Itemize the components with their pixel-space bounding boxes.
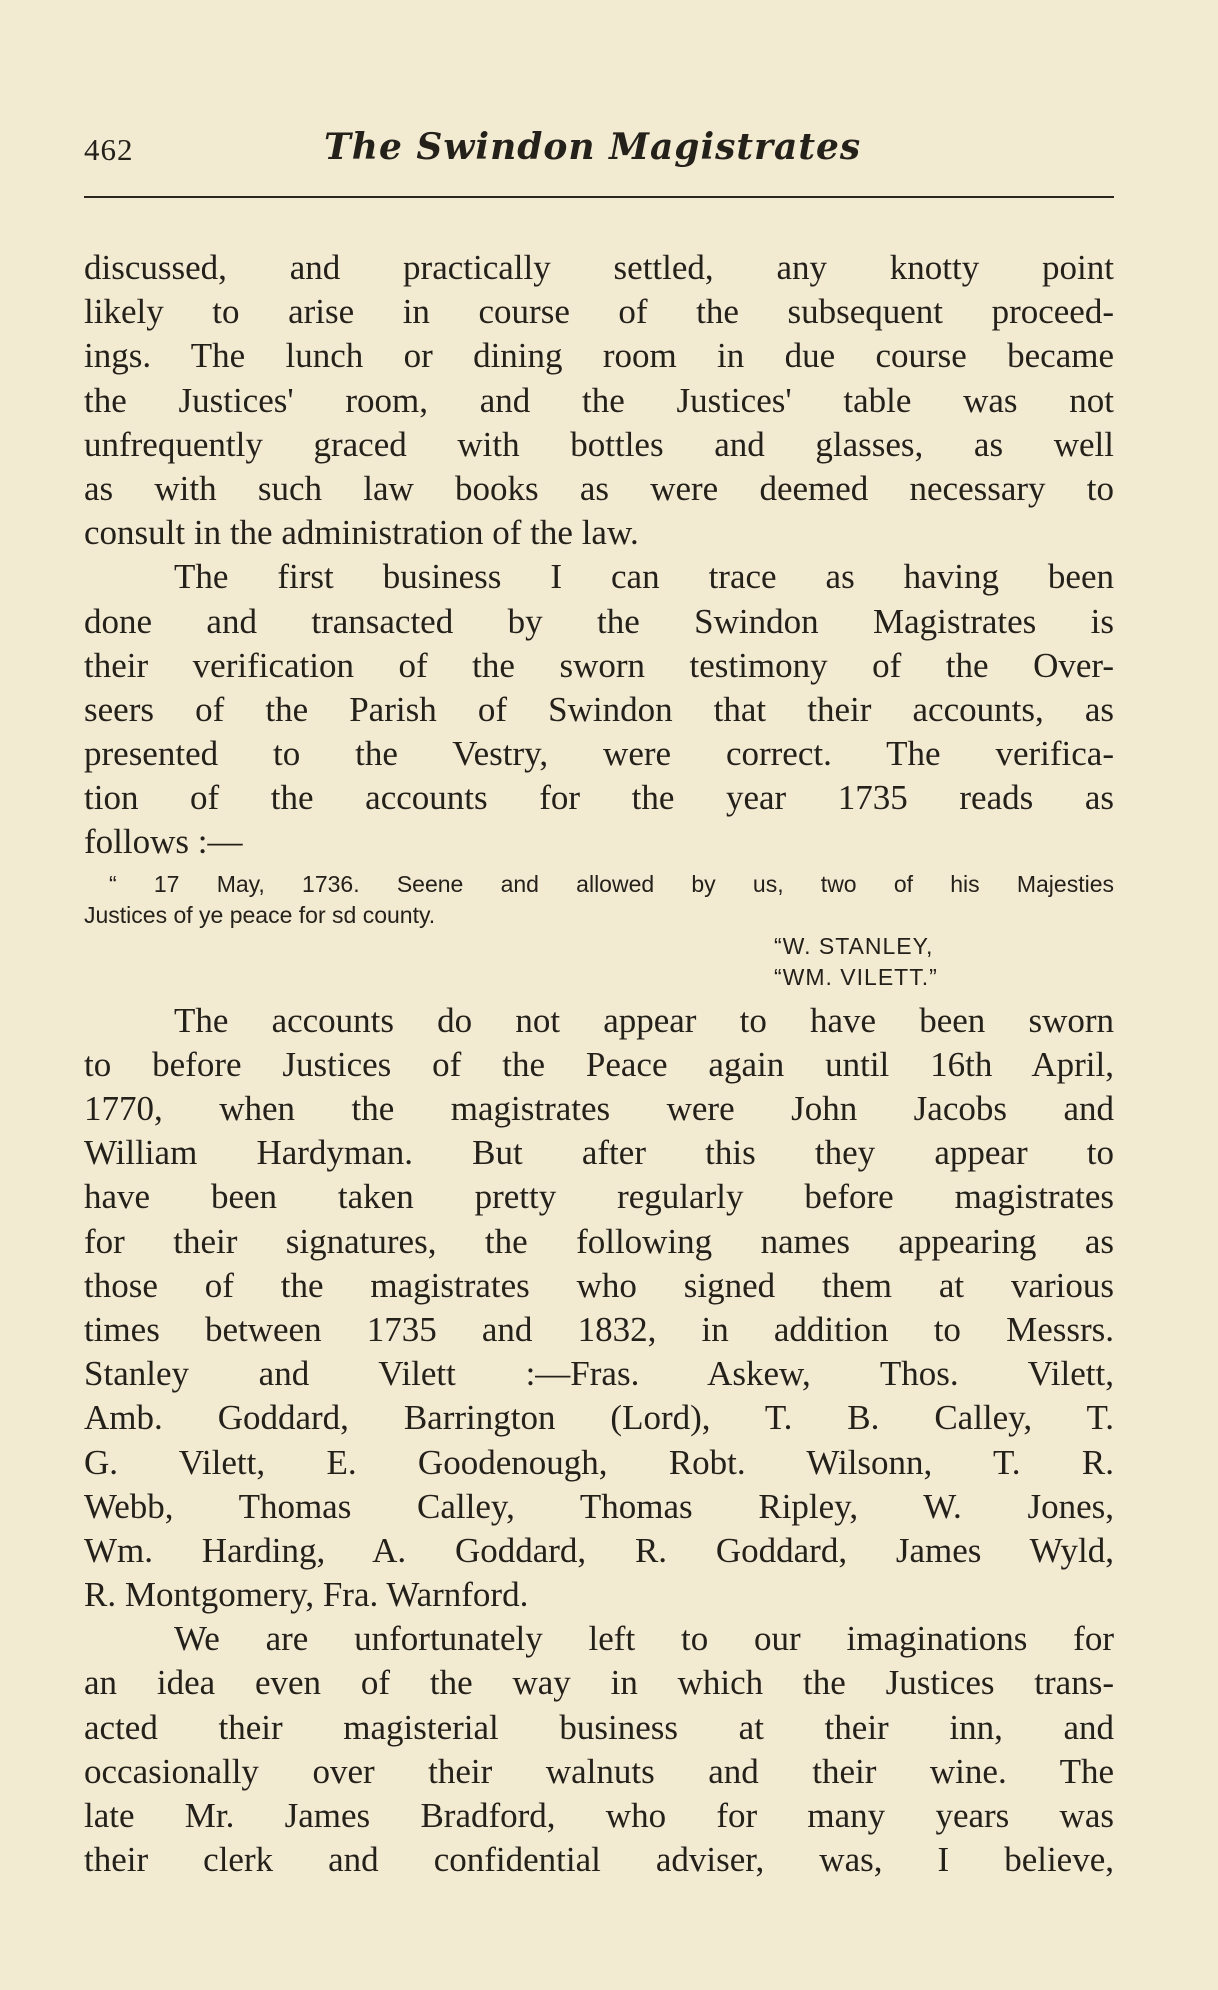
quote-line: Justices of ye peace for sd county. (84, 901, 436, 928)
text-line: late Mr. James Bradford, who for many years was (84, 1796, 1114, 1835)
text-line: unfrequently graced with bottles and glasses, as well (84, 424, 1114, 464)
quoted-verification (84, 869, 1114, 993)
text-line: their clerk and confidential adviser, was, I believe, (84, 1840, 1114, 1880)
text-line: done and transacted by the Swindon Magistrates is (84, 601, 1114, 641)
text-line: an idea even of the way in which the Justices trans- (84, 1663, 1114, 1703)
text-line: those of the magistrates who signed them at various (84, 1265, 1114, 1305)
text-line: for their signatures, the following names appearing as (84, 1221, 1114, 1261)
text-line: G. Vilett, E. Goodenough, Robt. Wilsonn, T. R. (84, 1442, 1114, 1482)
text-line: Amb. Goddard, Barrington (Lord), T. B. Calley, T. (84, 1398, 1114, 1438)
running-header (84, 126, 1114, 176)
text-line: The first business I can trace as having been (174, 557, 1114, 597)
text-line: times between 1735 and 1832, in addition to Messrs. (84, 1309, 1114, 1349)
text-line: to before Justices of the Peace again until 16th April, (84, 1044, 1114, 1084)
text-line: discussed, and practically settled, any knotty point (84, 248, 1114, 287)
text-line: consult in the administration of the law. (84, 513, 639, 553)
text-line: occasionally over their walnuts and their wine. The (84, 1751, 1114, 1791)
text-line: We are unfortunately left to our imaginations for (174, 1619, 1114, 1659)
text-line: acted their magisterial business at their inn, and (84, 1707, 1114, 1747)
text-line: William Hardyman. But after this they appear to (84, 1133, 1114, 1173)
running-title: The Swindon Magistrates (324, 126, 862, 168)
text-line: tion of the accounts for the year 1735 reads as (84, 778, 1114, 818)
text-line: their verification of the sworn testimony of the Over- (84, 645, 1114, 685)
text-line: have been taken pretty regularly before magistrates (84, 1177, 1114, 1217)
text-line: presented to the Vestry, were correct. The verifica- (84, 734, 1114, 774)
quote-line: “ 17 May, 1736. Seene and allowed by us, two of his Majesties (109, 870, 1114, 897)
header-rule (84, 196, 1114, 198)
paragraph-4 (84, 1617, 1114, 1882)
signature-vilett: “WM. VILETT.” (774, 963, 938, 990)
paragraph-3 (84, 999, 1114, 1618)
text-line: likely to arise in course of the subsequent proceed- (84, 292, 1114, 332)
text-line: as with such law books as were deemed necessary to (84, 468, 1114, 508)
text-line: Webb, Thomas Calley, Thomas Ripley, W. Jones, (84, 1486, 1114, 1526)
text-line: seers of the Parish of Swindon that their accounts, as (84, 689, 1114, 729)
text-line: R. Montgomery, Fra. Warnford. (84, 1575, 529, 1615)
paragraph-2 (84, 555, 1114, 864)
text-line: 1770, when the magistrates were John Jacobs and (84, 1089, 1114, 1128)
page-number: 462 (84, 132, 134, 167)
text-line: Wm. Harding, A. Goddard, R. Goddard, James Wyld, (84, 1530, 1114, 1570)
text-line: ings. The lunch or dining room in due course became (84, 336, 1114, 376)
text-line: the Justices' room, and the Justices' table was not (84, 380, 1114, 420)
body-text (84, 246, 1114, 1882)
text-line: The accounts do not appear to have been sworn (174, 1000, 1114, 1040)
text-line: follows :— (84, 822, 243, 862)
signature-stanley: “W. STANLEY, (774, 932, 934, 959)
paragraph-1 (84, 246, 1114, 555)
text-line: Stanley and Vilett :—Fras. Askew, Thos. Vilett, (84, 1354, 1114, 1394)
